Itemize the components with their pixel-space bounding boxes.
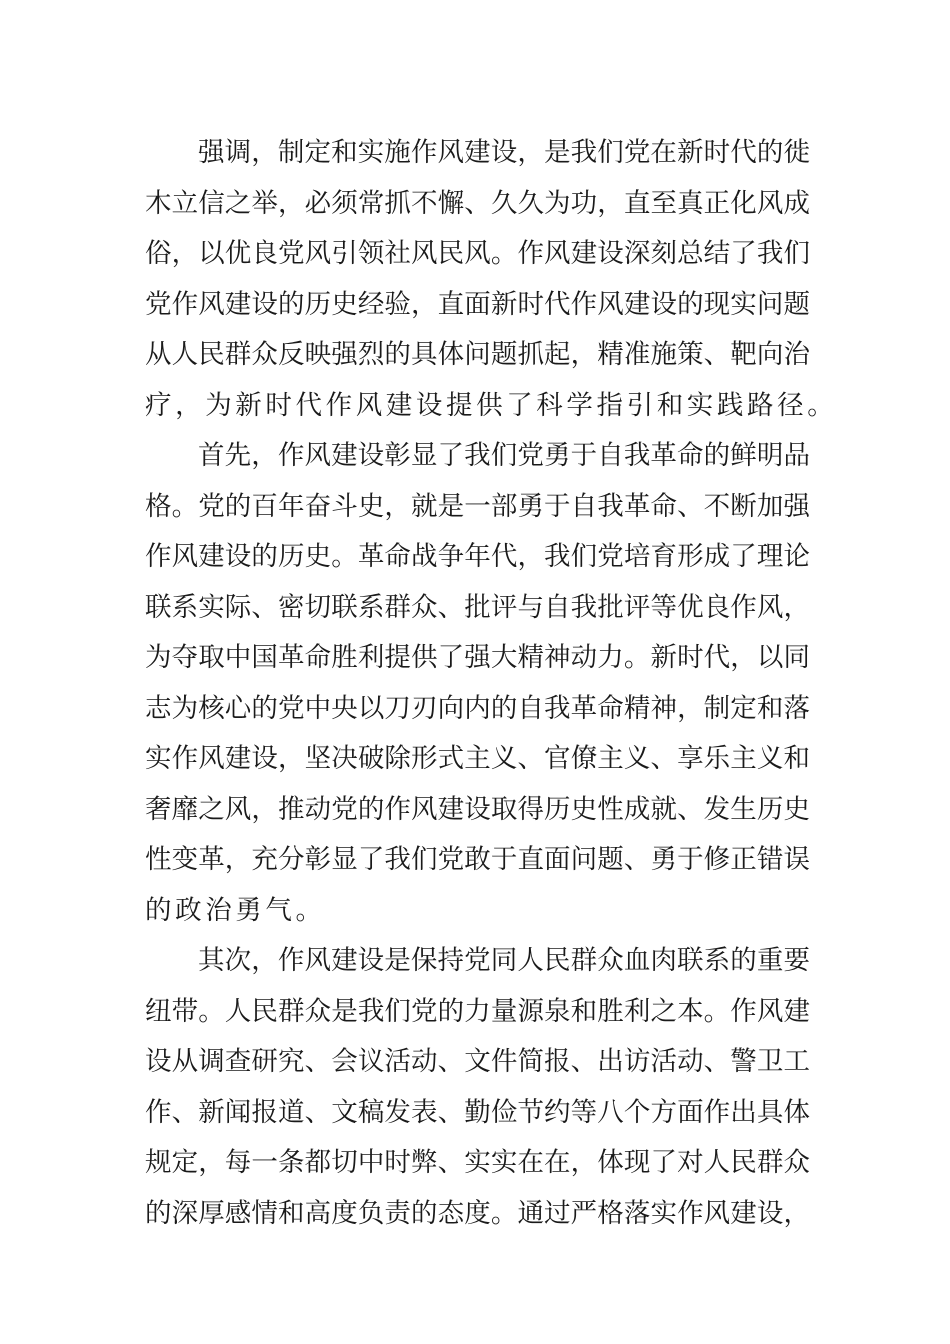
text-line: 志为核心的党中央以刀刃向内的自我革命精神，制定和落 (145, 692, 810, 724)
text-line: 纽带。人民群众是我们党的力量源泉和胜利之本。作风建 (145, 995, 810, 1027)
paragraph-2 (145, 431, 810, 936)
text-line: 俗，以优良党风引领社风民风。作风建设深刻总结了我们 (145, 238, 810, 269)
text-line: 设从调查研究、会议活动、文件简报、出访活动、警卫工 (145, 1046, 810, 1077)
text-line: 从人民群众反映强烈的具体问题抓起，精准施策、靶向治 (145, 339, 810, 370)
text-line: 强调，制定和实施作风建设，是我们党在新时代的徙 (198, 137, 810, 168)
paragraph-3 (145, 936, 810, 1239)
text-line: 木立信之举，必须常抓不懈、久久为功，直至真正化风成 (145, 187, 810, 219)
text-line: 实作风建设，坚决破除形式主义、官僚主义、享乐主义和 (145, 743, 810, 774)
text-line: 的深厚感情和高度负责的态度。通过严格落实作风建设， (145, 1197, 810, 1229)
text-line: 疗，为新时代作风建设提供了科学指引和实践路径。 (145, 389, 838, 421)
text-line: 作、新闻报道、文稿发表、勤俭节约等八个方面作出具体 (145, 1096, 810, 1128)
body-text (145, 128, 838, 1239)
text-line: 为夺取中国革命胜利提供了强大精神动力。新时代，以同 (145, 642, 810, 673)
text-line: 联系实际、密切联系群众、批评与自我批评等优良作风， (145, 591, 810, 623)
text-line: 的政治勇气。 (145, 894, 326, 926)
paragraph-1 (145, 128, 838, 431)
text-line: 规定，每一条都切中时弊、实实在在，体现了对人民群众 (145, 1147, 810, 1178)
text-line: 格。党的百年奋斗史，就是一部勇于自我革命、不断加强 (145, 490, 810, 522)
text-line: 其次，作风建设是保持党同人民群众血肉联系的重要 (198, 945, 810, 976)
text-line: 性变革，充分彰显了我们党敢于直面问题、勇于修正错误 (145, 844, 810, 875)
text-line: 党作风建设的历史经验，直面新时代作风建设的现实问题 (145, 288, 810, 320)
text-line: 作风建设的历史。革命战争年代，我们党培育形成了理论 (145, 541, 810, 572)
text-line: 首先，作风建设彰显了我们党勇于自我革命的鲜明品 (198, 440, 810, 471)
text-line: 奢靡之风，推动党的作风建设取得历史性成就、发生历史 (145, 793, 810, 825)
